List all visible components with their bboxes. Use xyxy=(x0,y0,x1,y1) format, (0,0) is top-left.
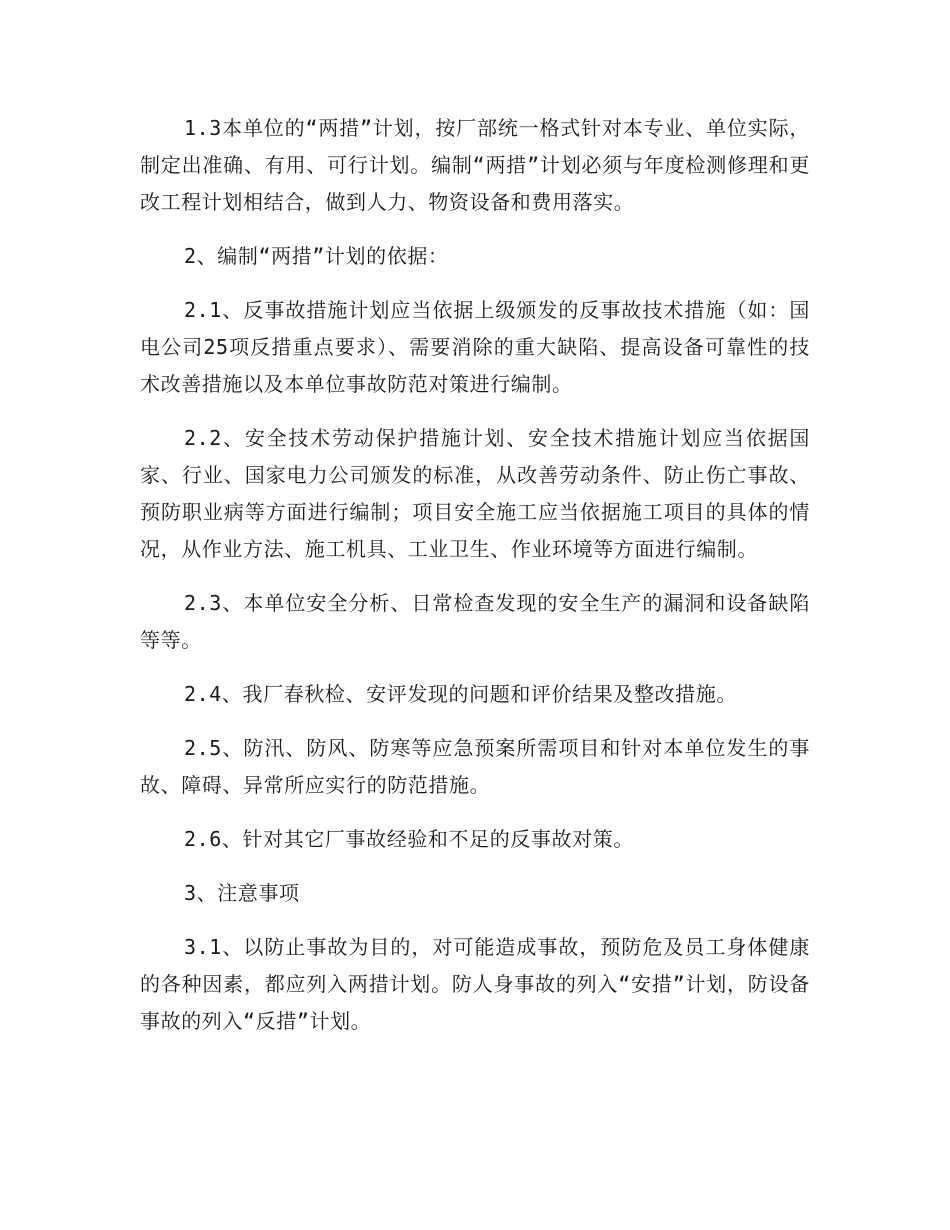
paragraph-2-5-emergency-plans: 2.5、防汛、防风、防寒等应急预案所需项目和针对本单位发生的事故、障碍、异常所应实行的防范措施。 xyxy=(140,736,810,797)
paragraph-3-1-accident-prevention: 3.1、以防止事故为目的，对可能造成事故，预防危及员工身体健康的各种因素，都应列入两措计划。防人身事故的列入“安措”计划，防设备事故的列入“反措”计划。 xyxy=(140,935,810,1033)
document-body xyxy=(140,110,810,1057)
paragraph-2-1-anti-accident-plan: 2.1、反事故措施计划应当依据上级颁发的反事故技术措施（如：国电公司25项反措重点要求）、需要消除的重大缺陷、提高设备可靠性的技术改善措施以及本单位事故防范对策进行编制。 xyxy=(140,298,810,396)
paragraph-2-4-inspection-findings: 2.4、我厂春秋检、安评发现的问题和评价结果及整改措施。 xyxy=(184,682,737,706)
paragraph-3-notes-heading: 3、注意事项 xyxy=(184,881,300,905)
paragraph-2-basis-heading: 2、编制“两措”计划的依据： xyxy=(184,244,449,268)
paragraph-1-3-two-measures-plan: 1.3本单位的“两措”计划，按厂部统一格式针对本专业、单位实际，制定出准确、有用、可行计划。编制“两措”计划必须与年度检测修理和更改工程计划相结合，做到人力、物资设备和费用落实。 xyxy=(140,116,810,214)
paragraph-2-2-safety-technical-plan: 2.2、安全技术劳动保护措施计划、安全技术措施计划应当依据国家、行业、国家电力公司颁发的标准，从改善劳动条件、防止伤亡事故、预防职业病等方面进行编制；项目安全施工应当依据施工项目的具体的情况，从作业方法、施工机具、工业卫生、作业环境等方面进行编制。 xyxy=(140,426,810,561)
paragraph-2-3-safety-analysis: 2.3、本单位安全分析、日常检查发现的安全生产的漏洞和设备缺陷等等。 xyxy=(140,591,810,652)
paragraph-2-6-other-plant-lessons: 2.6、针对其它厂事故经验和不足的反事故对策。 xyxy=(184,827,634,851)
